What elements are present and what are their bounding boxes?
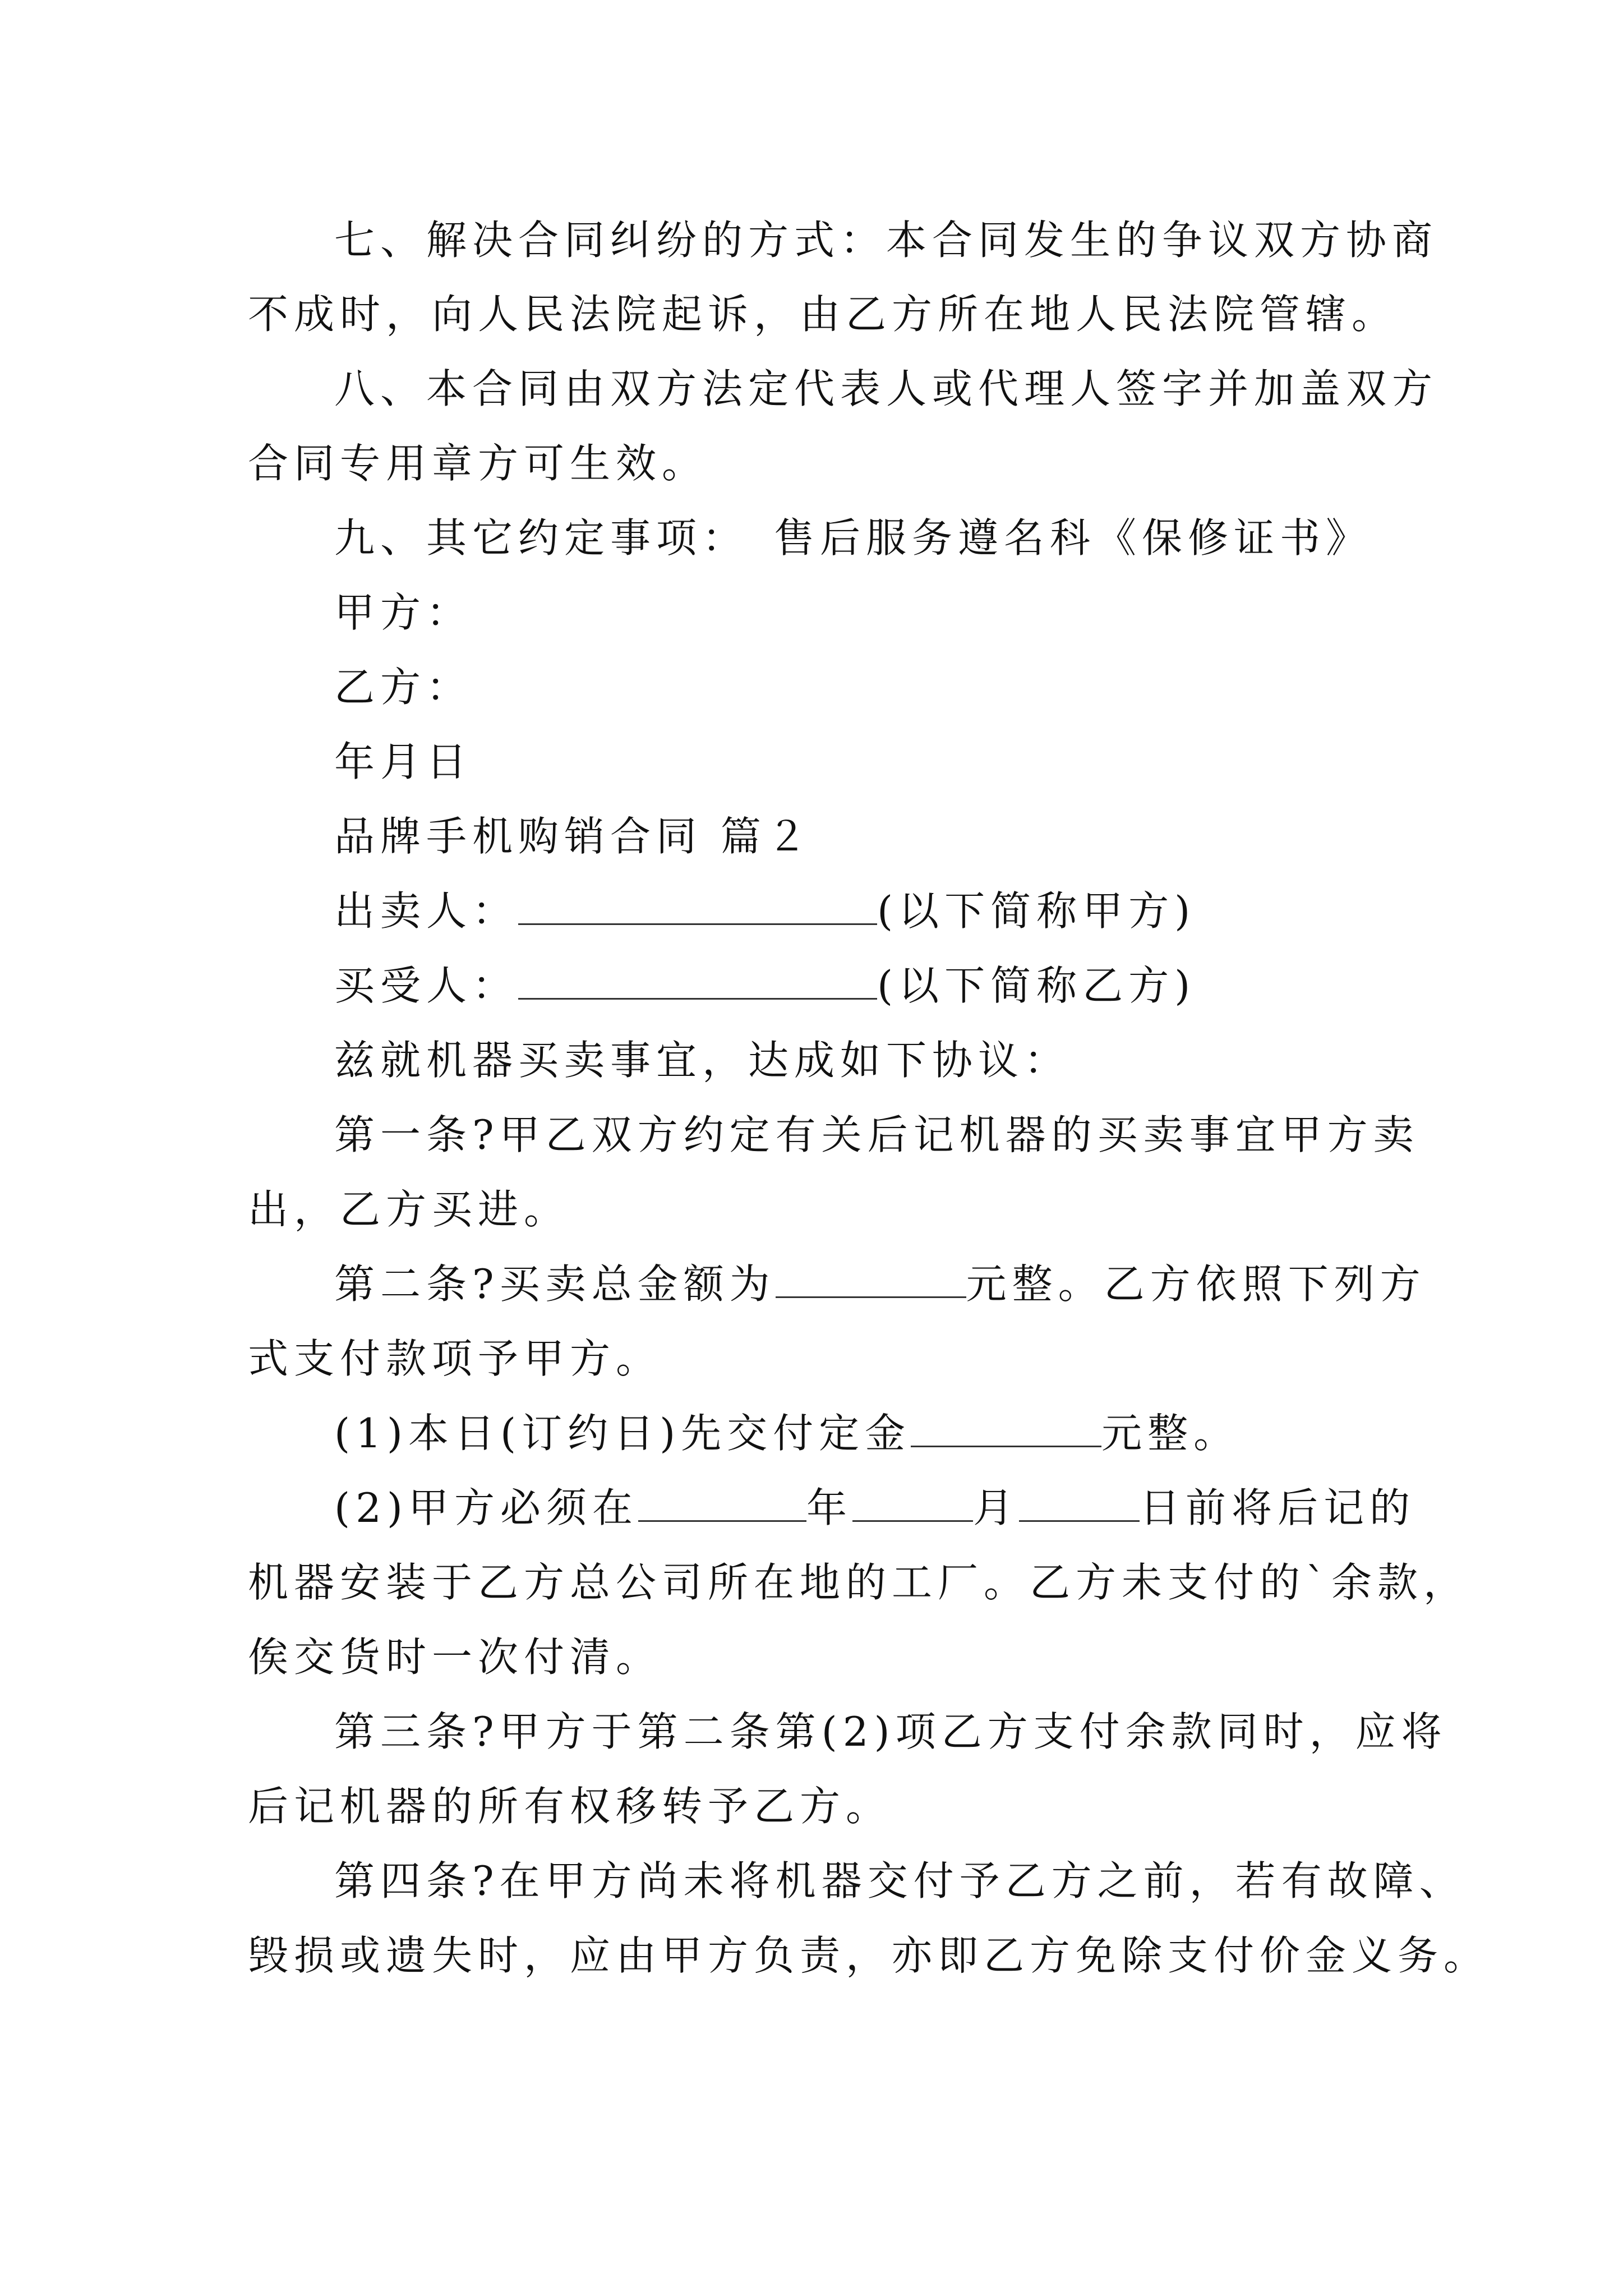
year-blank [638, 1484, 806, 1522]
seller-label: 出卖人： [334, 887, 519, 935]
article-2-line-2: 式支付款项予甲方。 [248, 1335, 662, 1382]
clause-8-line-1: 八、本合同由双方法定代表人或代理人签字并加盖双方 [334, 365, 1438, 412]
item-1-text-a: (1)本日(订约日)先交付定金 [334, 1410, 911, 1457]
article-2-line-1 [334, 1256, 1426, 1312]
clause-9: 九、其它约定事项： 售后服务遵名科《保修证书》 [334, 514, 1372, 562]
buyer-label: 买受人： [334, 962, 519, 1009]
article-4-line-1: 第四条?在甲方尚未将机器交付予乙方之前，若有故障、 [334, 1857, 1465, 1904]
article-3-line-1: 第三条?甲方于第二条第(2)项乙方支付余款同时，应将 [334, 1708, 1447, 1755]
deposit-blank [911, 1410, 1101, 1447]
clause-7-line-1: 七、解决合同纠纷的方式：本合同发生的争议双方协商 [334, 217, 1438, 264]
party-a-label: 甲方： [334, 589, 473, 636]
article-2-text-b: 元整。乙方依照下列方 [966, 1260, 1426, 1308]
date-label: 年月日 [334, 738, 473, 785]
month-blank [852, 1484, 973, 1522]
buyer-line [334, 958, 1196, 1014]
clause-7-line-2: 不成时，向人民法院起诉，由乙方所在地人民法院管辖。 [248, 291, 1398, 338]
article-1-line-2: 出，乙方买进。 [248, 1186, 570, 1233]
article-2-item-2-line-3: 俟交货时一次付清。 [248, 1634, 662, 1681]
article-3-line-2: 后记机器的所有权移转予乙方。 [248, 1783, 892, 1830]
agreement-intro: 兹就机器买卖事宜，达成如下协议： [334, 1037, 1071, 1084]
article-2-item-2-line-2: 机器安装于乙方总公司所在地的工厂。乙方未支付的`余款， [248, 1559, 1470, 1606]
seller-note: (以下简称甲方) [877, 887, 1196, 935]
item-1-text-b: 元整。 [1101, 1410, 1240, 1457]
buyer-note: (以下简称乙方) [877, 962, 1196, 1009]
clause-8-line-2: 合同专用章方可生效。 [248, 440, 708, 487]
item-2-text-b: 日前将后记的 [1140, 1484, 1416, 1531]
party-b-label: 乙方： [334, 664, 473, 711]
seller-line [334, 883, 1196, 939]
buyer-blank [518, 962, 877, 1000]
article-2-item-2-line-1 [334, 1480, 1415, 1536]
item-2-month: 月 [973, 1484, 1020, 1531]
item-2-text-a: (2)甲方必须在 [334, 1484, 638, 1531]
article-2-item-1 [334, 1405, 1239, 1461]
article-2-text-a: 第二条?买卖总金额为 [334, 1260, 776, 1308]
article-1-line-1: 第一条?甲乙双方约定有关后记机器的买卖事宜甲方卖 [334, 1111, 1419, 1158]
total-amount-blank [776, 1260, 966, 1298]
section-heading: 品牌手机购销合同 篇２ [334, 813, 813, 860]
article-4-line-2: 毁损或遗失时，应由甲方负责，亦即乙方免除支付价金义务。 [248, 1932, 1490, 1979]
day-blank [1019, 1484, 1140, 1522]
seller-blank [518, 887, 877, 925]
item-2-year: 年 [806, 1484, 853, 1531]
